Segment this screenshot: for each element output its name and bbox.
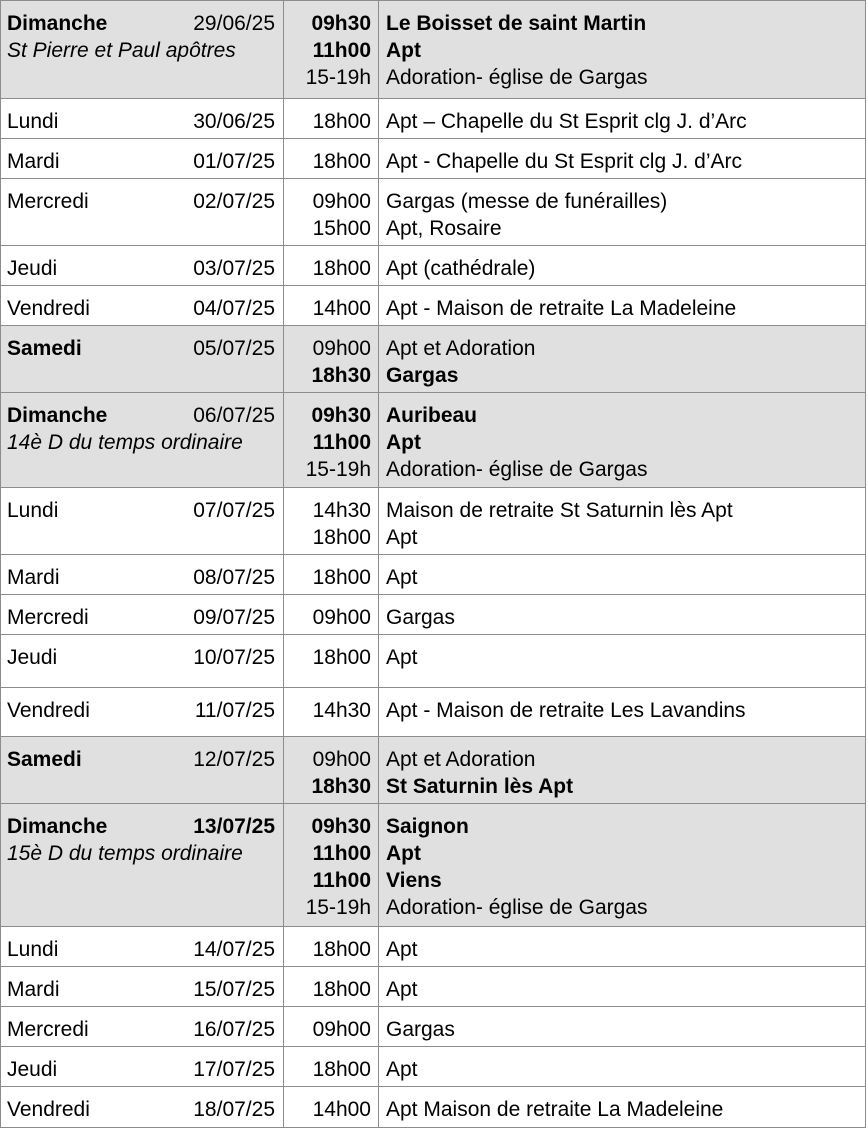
mass-location: Maison de retraite St Saturnin lès Apt [386,499,733,522]
schedule-row [0,325,865,392]
liturgical-note: St Pierre et Paul apôtres [7,39,236,62]
date: 11/07/25 [194,699,275,722]
place-cell [378,246,865,285]
time-cell [283,635,378,687]
date: 12/07/25 [193,748,275,771]
mass-location: Apt – Chapelle du St Esprit clg J. d’Arc [386,110,747,133]
day-name: Mardi [7,978,60,1001]
date: 10/07/25 [193,646,275,669]
day-cell [0,99,283,138]
day-name: Vendredi [7,297,90,320]
date: 13/07/25 [193,815,275,838]
schedule-row [0,285,865,325]
schedule-row [0,554,865,594]
day-cell [0,488,283,554]
time-cell [283,555,378,594]
mass-time: 18h00 [312,978,371,1001]
mass-location: Le Boisset de saint Martin [386,12,647,35]
mass-location: Apt [386,938,418,961]
schedule-row [0,966,865,1006]
date: 16/07/25 [193,1018,275,1041]
mass-time: 11h00 [312,869,371,892]
mass-time: 14h30 [312,699,371,722]
day-cell [0,595,283,634]
mass-location: St Saturnin lès Apt [386,775,574,798]
mass-location: Apt (cathédrale) [386,257,536,280]
schedule-row [0,1086,865,1128]
time-cell [283,99,378,138]
date: 01/07/25 [193,150,275,173]
time-cell [283,804,378,926]
schedule-row [0,803,865,926]
day-name: Dimanche [7,404,108,427]
schedule-row [0,1046,865,1086]
time-cell [283,688,378,736]
time-cell [283,737,378,803]
mass-time: 09h00 [312,337,371,360]
time-cell [283,1047,378,1086]
mass-location: Apt - Maison de retraite Les Lavandins [386,699,746,722]
liturgical-note: 15è D du temps ordinaire [7,842,243,865]
day-name: Mercredi [7,190,89,213]
place-cell [378,967,865,1006]
date: 15/07/25 [193,978,275,1001]
schedule-row [0,594,865,634]
mass-location: Apt Maison de retraite La Madeleine [386,1098,724,1121]
day-cell [0,927,283,966]
place-cell [378,326,865,392]
day-cell [0,1047,283,1086]
time-cell [283,179,378,245]
day-cell [0,393,283,487]
mass-time: 15h00 [312,217,371,240]
mass-time: 18h00 [312,110,371,133]
mass-time: 18h00 [312,257,371,280]
mass-time: 18h30 [311,364,371,387]
schedule-row [0,138,865,178]
mass-time: 18h00 [312,526,371,549]
day-cell [0,286,283,325]
date: 02/07/25 [193,190,275,213]
mass-location: Gargas [386,364,459,387]
mass-time: 09h00 [312,1018,371,1041]
date: 29/06/25 [193,12,275,35]
day-name: Mercredi [7,606,89,629]
date: 06/07/25 [193,404,275,427]
mass-location: Gargas [386,1018,455,1041]
place-cell [378,635,865,687]
time-cell [283,286,378,325]
time-cell [283,927,378,966]
time-cell [283,1,378,98]
mass-time: 09h30 [311,404,371,427]
schedule-row [0,245,865,285]
mass-location: Adoration- église de Gargas [386,458,648,481]
mass-location: Viens [386,869,442,892]
day-name: Vendredi [7,699,90,722]
mass-time: 09h00 [312,190,371,213]
schedule-row [0,687,865,736]
day-cell [0,1007,283,1046]
day-name: Samedi [7,337,82,360]
date: 30/06/25 [193,110,275,133]
mass-time: 15-19h [305,458,371,481]
mass-location: Apt, Rosaire [386,217,502,240]
day-name: Jeudi [7,646,58,669]
day-name: Samedi [7,748,82,771]
day-cell [0,737,283,803]
time-cell [283,246,378,285]
place-cell [378,1047,865,1086]
mass-location: Gargas [386,606,455,629]
date: 05/07/25 [193,337,275,360]
day-name: Lundi [7,499,59,522]
place-cell [378,139,865,178]
mass-time: 11h00 [312,431,371,454]
day-cell [0,967,283,1006]
day-name: Dimanche [7,12,108,35]
day-name: Vendredi [7,1098,90,1121]
time-cell [283,393,378,487]
mass-location: Apt [386,842,421,865]
mass-time: 18h00 [312,566,371,589]
day-name: Jeudi [7,1058,58,1081]
place-cell [378,804,865,926]
mass-location: Apt [386,39,421,62]
time-cell [283,1007,378,1046]
time-cell [283,595,378,634]
mass-location: Apt [386,978,418,1001]
schedule-row [0,1006,865,1046]
mass-time: 09h30 [311,12,371,35]
mass-time: 09h00 [312,606,371,629]
place-cell [378,1007,865,1046]
time-cell [283,139,378,178]
place-cell [378,488,865,554]
schedule-row [0,487,865,554]
mass-location: Adoration- église de Gargas [386,66,648,89]
mass-location: Gargas (messe de funérailles) [386,190,668,213]
mass-time: 14h00 [312,297,371,320]
day-name: Lundi [7,110,59,133]
day-cell [0,1,283,98]
time-cell [283,488,378,554]
place-cell [378,1087,865,1128]
place-cell [378,927,865,966]
day-name: Lundi [7,938,59,961]
schedule-row [0,926,865,966]
mass-time: 18h30 [311,775,371,798]
day-name: Dimanche [7,815,108,838]
mass-time: 14h00 [312,1098,371,1121]
place-cell [378,555,865,594]
day-cell [0,804,283,926]
mass-location: Apt [386,1058,418,1081]
mass-location: Adoration- église de Gargas [386,896,648,919]
date: 07/07/25 [193,499,275,522]
mass-location: Apt [386,431,421,454]
mass-time: 11h00 [312,842,371,865]
day-cell [0,1087,283,1128]
day-name: Mardi [7,150,60,173]
place-cell [378,99,865,138]
date: 04/07/25 [193,297,275,320]
mass-location: Apt et Adoration [386,337,536,360]
place-cell [378,737,865,803]
mass-time: 11h00 [312,39,371,62]
place-cell [378,179,865,245]
mass-location: Apt et Adoration [386,748,536,771]
mass-location: Apt [386,566,418,589]
date: 18/07/25 [193,1098,275,1121]
place-cell [378,286,865,325]
mass-location: Auribeau [386,404,478,427]
mass-location: Apt [386,526,418,549]
place-cell [378,688,865,736]
place-cell [378,393,865,487]
place-cell [378,1,865,98]
date: 03/07/25 [193,257,275,280]
mass-time: 09h00 [312,748,371,771]
day-name: Mardi [7,566,60,589]
mass-location: Apt - Maison de retraite La Madeleine [386,297,737,320]
time-cell [283,1087,378,1128]
schedule-row [0,392,865,487]
schedule-row [0,178,865,245]
liturgical-note: 14è D du temps ordinaire [7,431,243,454]
day-cell [0,635,283,687]
schedule-row [0,98,865,138]
mass-time: 18h00 [312,150,371,173]
schedule-row [0,634,865,687]
date: 09/07/25 [193,606,275,629]
day-cell [0,139,283,178]
day-cell [0,688,283,736]
mass-time: 15-19h [305,896,371,919]
date: 17/07/25 [193,1058,275,1081]
mass-time: 14h30 [312,499,371,522]
day-cell [0,179,283,245]
mass-location: Saignon [386,815,469,838]
schedule-row [0,736,865,803]
mass-time: 09h30 [311,815,371,838]
mass-time: 18h00 [312,646,371,669]
time-cell [283,326,378,392]
date: 08/07/25 [193,566,275,589]
day-cell [0,555,283,594]
time-cell [283,967,378,1006]
mass-time: 18h00 [312,938,371,961]
day-name: Mercredi [7,1018,89,1041]
date: 14/07/25 [193,938,275,961]
mass-time: 18h00 [312,1058,371,1081]
day-name: Jeudi [7,257,58,280]
day-cell [0,326,283,392]
day-cell [0,246,283,285]
schedule-row [0,0,865,98]
mass-time: 15-19h [305,66,371,89]
mass-location: Apt - Chapelle du St Esprit clg J. d’Arc [386,150,742,173]
place-cell [378,595,865,634]
mass-location: Apt [386,646,418,669]
